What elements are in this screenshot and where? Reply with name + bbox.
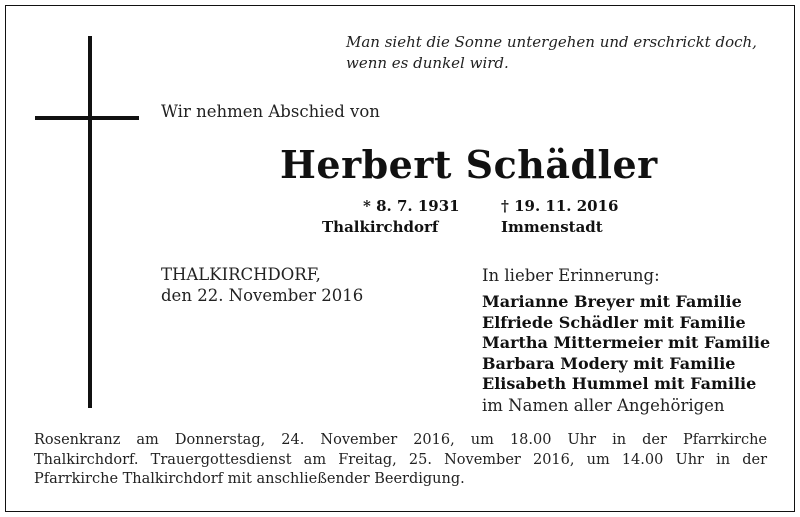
mourner-family: Barbara Modery mit Familie xyxy=(482,353,736,373)
death-place: Immenstadt xyxy=(501,218,603,236)
notice-date: den 22. November 2016 xyxy=(161,286,364,305)
service-line-2: Thalkirchdorf. Trauergottesdienst am Freitag, 25. November 2016, um 14.00 Uhr in der xyxy=(34,451,767,468)
place-and-date xyxy=(161,264,363,306)
birth-date: * 8. 7. 1931 xyxy=(363,197,460,215)
service-details xyxy=(34,431,767,490)
service-line-3: Pfarrkirche Thalkirchdorf mit anschließender Beerdigung. xyxy=(34,471,465,487)
birth-place: Thalkirchdorf xyxy=(322,218,439,236)
deceased-name: Herbert Schädler xyxy=(280,142,658,187)
death-info xyxy=(501,196,618,238)
cross-icon-vertical-bar xyxy=(88,36,92,408)
birth-info xyxy=(322,196,460,238)
intro-text: Wir nehmen Abschied von xyxy=(161,102,380,121)
mourners-outro: im Namen aller Angehörigen xyxy=(482,395,725,415)
mourner-family: Martha Mittermeier mit Familie xyxy=(482,333,771,352)
motto-line-1: Man sieht die Sonne untergehen und erschrickt doch, xyxy=(346,33,757,51)
cross-icon-horizontal-bar xyxy=(35,116,139,120)
place-name: THALKIRCHDORF, xyxy=(161,265,321,284)
death-date: † 19. 11. 2016 xyxy=(501,197,619,215)
service-line-1: Rosenkranz am Donnerstag, 24. November 2016, um 18.00 Uhr in der Pfarrkirche xyxy=(34,432,767,448)
motto-line-2: wenn es dunkel wird. xyxy=(346,54,509,72)
mourner-family: Elisabeth Hummel mit Familie xyxy=(482,374,757,393)
mourners-intro: In lieber Erinnerung: xyxy=(482,266,660,285)
motto-quote xyxy=(346,32,776,74)
mourner-family: Elfriede Schädler mit Familie xyxy=(482,312,746,332)
obituary-notice xyxy=(5,5,795,512)
mourner-family: Marianne Breyer mit Familie xyxy=(482,292,742,311)
mourners-list xyxy=(482,264,770,417)
